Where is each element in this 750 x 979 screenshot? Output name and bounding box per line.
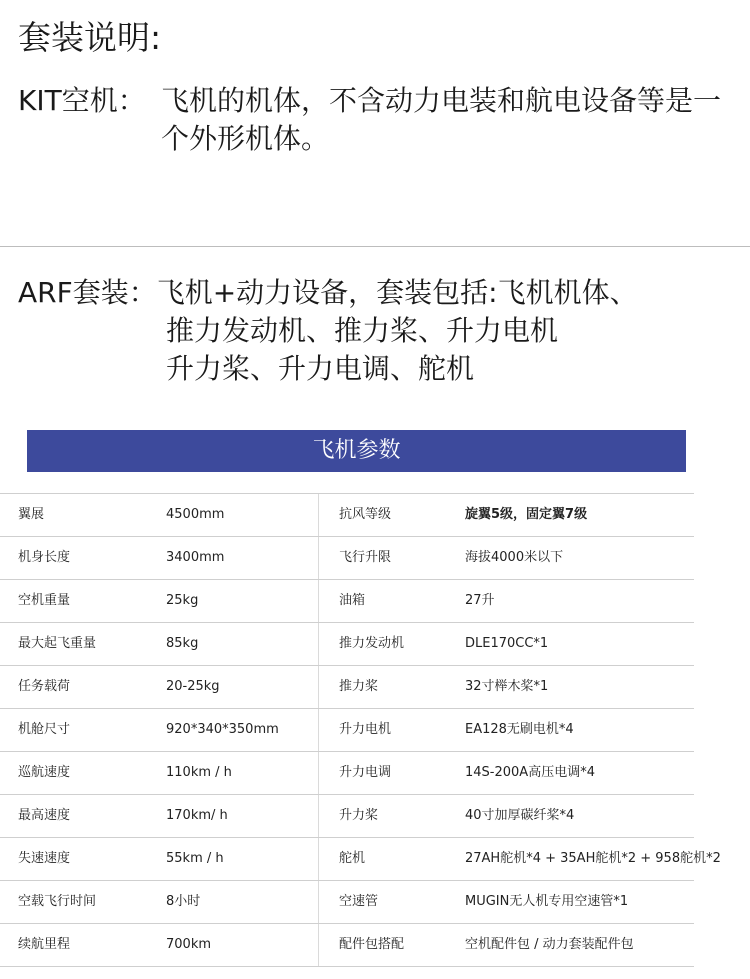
param-value: 110km / h (166, 765, 232, 780)
param-name: 配件包搭配 (339, 937, 405, 952)
column-divider (318, 666, 319, 708)
param-value: 20-25kg (166, 679, 220, 694)
params-table (0, 493, 721, 967)
param-value: 25kg (166, 593, 199, 608)
param-name: 升力电机 (339, 722, 392, 737)
param-name: 推力发动机 (339, 636, 405, 651)
table-row (0, 881, 694, 924)
kit-description (18, 82, 741, 158)
column-divider (318, 752, 319, 794)
kit-text: 飞机的机体，不含动力电装和航电设备等是一个外形机体。 (161, 84, 722, 155)
param-value: 27AH舵机*4 + 35AH舵机*2 + 958舵机*2 (465, 851, 721, 866)
arf-line-1 (18, 274, 638, 312)
table-row (0, 838, 721, 881)
column-divider (318, 881, 319, 923)
table-row (0, 924, 694, 967)
param-name: 机身长度 (18, 550, 71, 565)
kit-label: KIT空机： (18, 84, 146, 117)
table-row (0, 752, 694, 795)
param-name: 空机重量 (18, 593, 71, 608)
params-banner: 飞机参数 (27, 430, 686, 472)
table-row (0, 494, 694, 537)
param-value: 27升 (465, 593, 495, 608)
param-name: 舵机 (339, 851, 366, 866)
param-value: 170km/ h (166, 808, 228, 823)
param-name: 抗风等级 (339, 507, 392, 522)
param-value: 空机配件包 / 动力套装配件包 (465, 937, 634, 952)
param-name: 空速管 (339, 894, 379, 909)
param-value: 700km (166, 937, 212, 952)
table-row (0, 623, 694, 666)
param-value: 55km / h (166, 851, 224, 866)
param-name: 最大起飞重量 (18, 636, 97, 651)
column-divider (318, 838, 319, 880)
param-value: 旋翼5级，固定翼7级 (465, 507, 588, 522)
column-divider (318, 580, 319, 622)
table-row (0, 709, 694, 752)
section-heading: 套装说明: (18, 18, 162, 57)
param-name: 失速速度 (18, 851, 71, 866)
param-value: DLE170CC*1 (465, 636, 549, 651)
param-value: 4500mm (166, 507, 225, 522)
param-name: 机舱尺寸 (18, 722, 71, 737)
param-name: 最高速度 (18, 808, 71, 823)
param-name: 飞行升限 (339, 550, 392, 565)
arf-text-1: 飞机+动力设备，套装包括:飞机机体、 (156, 276, 638, 309)
param-value: 8小时 (166, 894, 201, 909)
column-divider (318, 924, 319, 966)
column-divider (318, 709, 319, 751)
table-row (0, 580, 694, 623)
param-name: 巡航速度 (18, 765, 71, 780)
column-divider (318, 623, 319, 665)
table-row (0, 795, 694, 838)
table-row (0, 666, 694, 709)
param-name: 推力桨 (339, 679, 379, 694)
arf-label: ARF套装： (18, 276, 157, 309)
param-value: 海拔4000米以下 (465, 550, 564, 565)
param-name: 续航里程 (18, 937, 71, 952)
arf-line-3: 升力桨、升力电调、舵机 (166, 352, 475, 385)
param-name: 翼展 (18, 507, 45, 522)
arf-description (18, 274, 638, 388)
param-name: 升力桨 (339, 808, 379, 823)
param-name: 空载飞行时间 (18, 894, 97, 909)
param-value: EA128无刷电机*4 (465, 722, 574, 737)
param-value: MUGIN无人机专用空速管*1 (465, 894, 629, 909)
param-value: 14S-200A高压电调*4 (465, 765, 595, 780)
param-name: 任务载荷 (18, 679, 71, 694)
param-value: 40寸加厚碳纤桨*4 (465, 808, 575, 823)
param-name: 油箱 (339, 593, 366, 608)
param-value: 920*340*350mm (166, 722, 279, 737)
param-name: 升力电调 (339, 765, 392, 780)
param-value: 3400mm (166, 550, 225, 565)
column-divider (318, 537, 319, 579)
divider (0, 246, 750, 247)
column-divider (318, 795, 319, 837)
arf-line-2: 推力发动机、推力桨、升力电机 (166, 314, 559, 347)
table-row (0, 537, 694, 580)
column-divider (318, 494, 319, 536)
param-value: 32寸榉木桨*1 (465, 679, 549, 694)
param-value: 85kg (166, 636, 199, 651)
